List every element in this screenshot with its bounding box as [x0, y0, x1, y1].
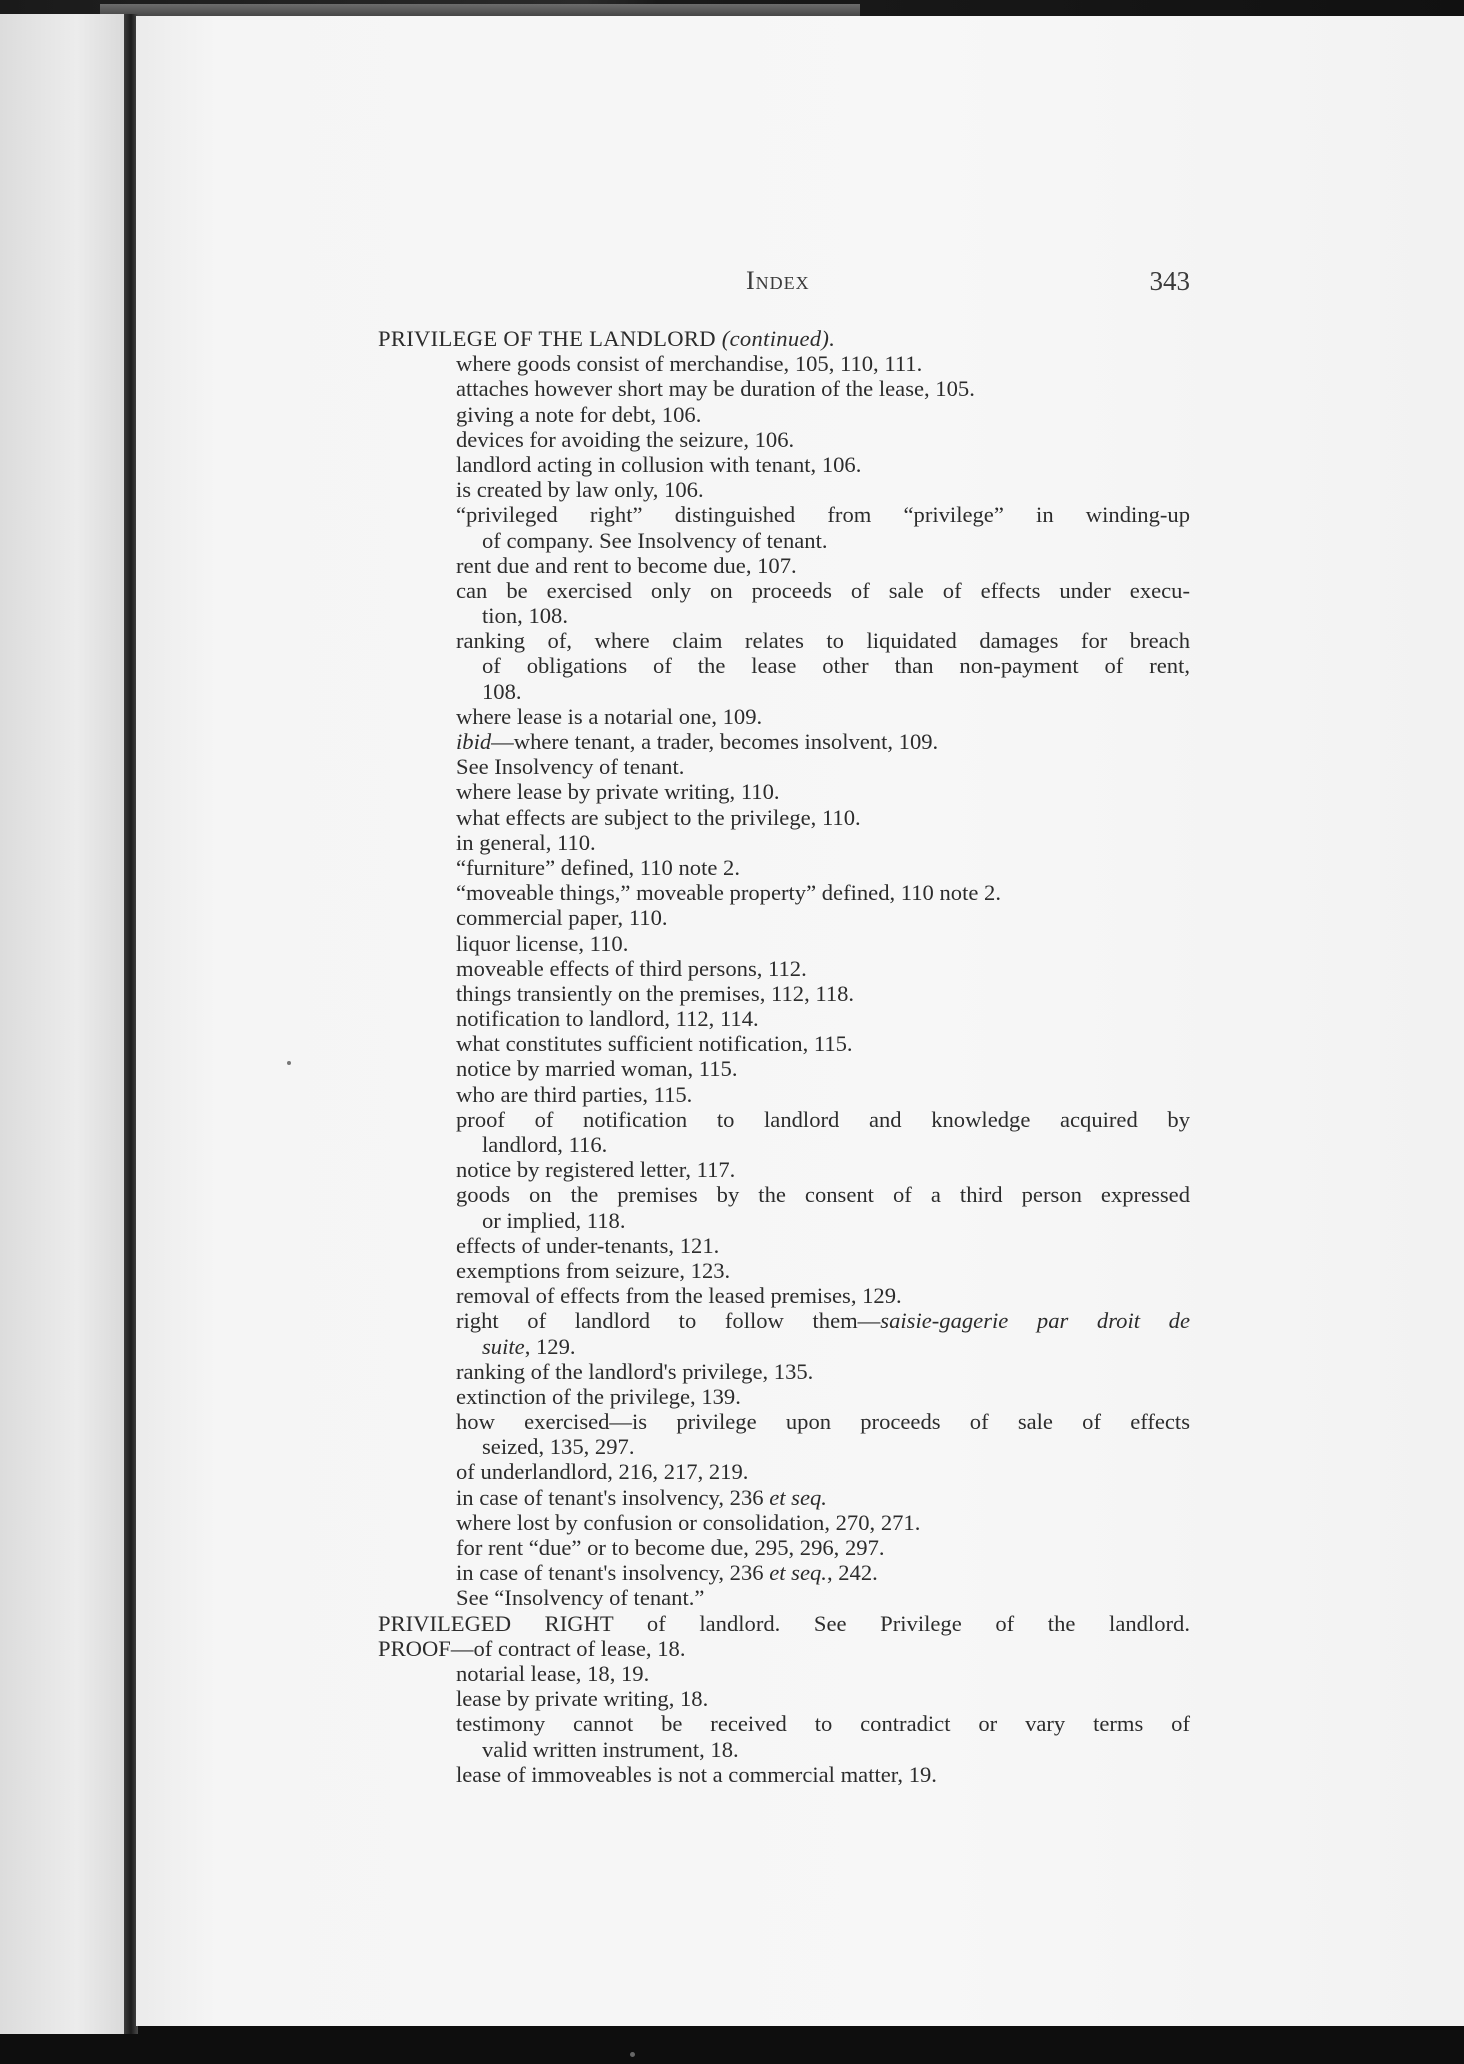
index-subentry: moveable effects of third persons, 112.	[456, 955, 807, 981]
heading-text: PRIVILEGE OF THE LANDLORD	[378, 326, 716, 351]
scan-speck	[287, 1061, 291, 1065]
subentry-text: , 242.	[826, 1560, 878, 1586]
subentry-italic: saisie-gagerie par droit de	[880, 1308, 1190, 1334]
index-subentry: testimony cannot be received to contradict or vary terms of	[456, 1711, 1190, 1737]
index-subentry-continuation: 108.	[482, 678, 522, 704]
index-subentry-continuation: valid written instrument, 18.	[482, 1736, 739, 1762]
running-title: Index	[746, 266, 810, 295]
index-subentry: what constitutes sufficient notification, 115.	[456, 1031, 853, 1057]
page-number: 343	[1149, 266, 1190, 296]
facing-page-edge	[0, 14, 128, 2034]
index-subentry: rent due and rent to become due, 107.	[456, 552, 797, 578]
index-subentry: See Insolvency of tenant.	[456, 754, 685, 780]
index-subentry: “furniture” defined, 110 note 2.	[456, 854, 740, 880]
index-subentry: “moveable things,” moveable property” defined, 110 note 2.	[456, 880, 1001, 906]
index-subentry-continuation: of obligations of the lease other than non-payment of rent,	[482, 653, 1190, 679]
index-subentry: notice by registered letter, 117.	[456, 1157, 736, 1183]
index-subentry: for rent “due” or to become due, 295, 296, 297.	[456, 1535, 885, 1560]
index-subentry: giving a note for debt, 106.	[456, 401, 702, 427]
index-subentry: lease of immoveables is not a commercial matter, 19.	[456, 1761, 937, 1787]
subentry-italic: et seq.	[769, 1484, 827, 1510]
subentry-text: in case of tenant's insolvency, 236	[456, 1484, 764, 1510]
subentry-text: , 129.	[524, 1333, 576, 1359]
index-subentry: who are third parties, 115.	[456, 1081, 693, 1107]
subentry-text: in case of tenant's insolvency, 236	[456, 1560, 764, 1586]
index-subentry-continuation: seized, 135, 297.	[482, 1434, 635, 1460]
index-subentry-continuation: of company. See Insolvency of tenant.	[482, 527, 828, 553]
scan-speck	[630, 2052, 635, 2057]
index-subentry: how exercised—is privilege upon proceeds of sale of effects	[456, 1409, 1190, 1435]
index-subentry: can be exercised only on proceeds of sale of effects under execu-	[456, 577, 1190, 603]
index-heading	[378, 1611, 1190, 1636]
index-subentry: See “Insolvency of tenant.”	[456, 1585, 705, 1611]
index-subentry: where lease is a notarial one, 109.	[456, 703, 763, 729]
index-subentry: where lease by private writing, 110.	[456, 779, 780, 805]
index-heading	[378, 326, 1190, 351]
index-subentry: “privileged right” distinguished from “privilege” in winding-up	[456, 502, 1190, 528]
index-heading	[378, 1636, 1190, 1661]
index-subentry-continuation	[378, 1334, 1190, 1359]
index-subentry-continuation: landlord, 116.	[482, 1132, 608, 1157]
index-subentry: things transiently on the premises, 112, 118.	[456, 980, 855, 1006]
index-subentry: exemptions from seizure, 123.	[456, 1257, 731, 1283]
heading-text: PRIVILEGED RIGHT	[378, 1610, 614, 1636]
index-subentry	[378, 729, 1190, 754]
index-subentry: is created by law only, 106.	[456, 477, 704, 503]
index-subentry: goods on the premises by the consent of a third person expressed	[456, 1182, 1190, 1208]
subentry-text: right of landlord to follow them—	[456, 1308, 881, 1334]
index-subentry: notification to landlord, 112, 114.	[456, 1006, 759, 1032]
subentry-text: —where tenant, a trader, becomes insolvent, 109.	[491, 729, 939, 754]
heading-rest: —of contract of lease, 18.	[450, 1635, 686, 1661]
index-subentry: removal of effects from the leased premises, 129.	[456, 1283, 902, 1309]
heading-text: PROOF	[378, 1635, 451, 1661]
index-subentry: commercial paper, 110.	[456, 905, 668, 931]
index-subentry: extinction of the privilege, 139.	[456, 1383, 741, 1409]
index-subentry: what effects are subject to the privilege, 110.	[456, 804, 861, 830]
index-subentry: effects of under-tenants, 121.	[456, 1232, 720, 1258]
index-subentry: where lost by confusion or consolidation, 270, 271.	[456, 1509, 921, 1535]
index-subentry: of underlandlord, 216, 217, 219.	[456, 1459, 749, 1485]
index-subentry	[378, 1485, 1190, 1510]
ibid-text: ibid	[456, 729, 492, 754]
subentry-italic: et seq.	[769, 1560, 827, 1586]
index-subentry-continuation: tion, 108.	[482, 603, 568, 629]
index-entries	[378, 326, 1190, 1787]
index-subentry: ranking of, where claim relates to liquidated damages for breach	[456, 628, 1190, 654]
subentry-italic: suite	[482, 1333, 525, 1359]
index-subentry: notice by married woman, 115.	[456, 1056, 738, 1082]
index-subentry: lease by private writing, 18.	[456, 1686, 709, 1712]
heading-rest: of landlord. See Privilege of the landlord.	[646, 1610, 1190, 1636]
index-subentry: where goods consist of merchandise, 105, 110, 111.	[456, 351, 923, 377]
index-subentry: notarial lease, 18, 19.	[456, 1660, 650, 1686]
index-subentry: attaches however short may be duration of the lease, 105.	[456, 376, 975, 402]
index-subentry: liquor license, 110.	[456, 930, 629, 956]
index-subentry	[378, 1560, 1190, 1585]
running-header	[378, 266, 1190, 302]
index-subentry: ranking of the landlord's privilege, 135.	[456, 1358, 814, 1384]
index-subentry: devices for avoiding the seizure, 106.	[456, 426, 795, 452]
index-subentry: landlord acting in collusion with tenant, 106.	[456, 451, 862, 477]
index-subentry: in general, 110.	[456, 829, 596, 855]
index-subentry-continuation: or implied, 118.	[482, 1207, 626, 1233]
index-subentry: proof of notification to landlord and knowledge acquired by	[456, 1106, 1190, 1132]
heading-continued: (continued).	[721, 326, 836, 351]
index-subentry	[378, 1308, 1190, 1333]
